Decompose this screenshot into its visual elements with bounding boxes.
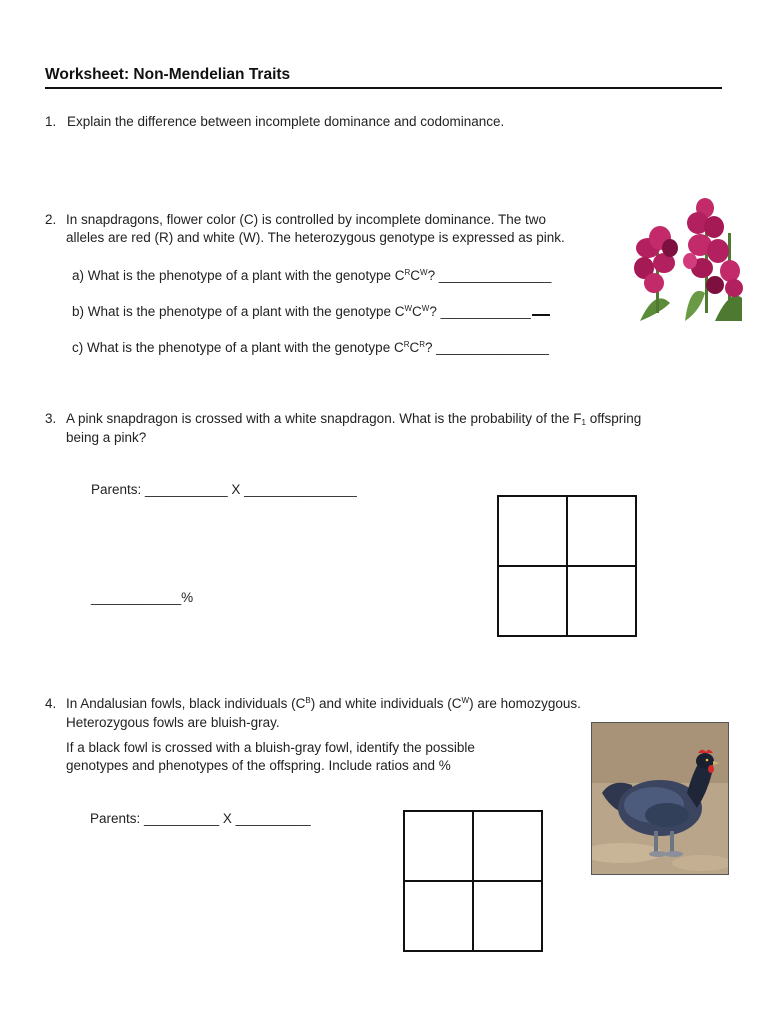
q2-line1: In snapdragons, flower color (C) is controlled by incomplete dominance. The two	[66, 212, 546, 227]
q3-f1-subscript: 1	[581, 418, 586, 427]
q3-percent-blank[interactable]: ____________%	[91, 590, 194, 605]
q4-line1-b: ) and white individuals (C	[310, 696, 462, 711]
worksheet-title: Worksheet: Non-Mendelian Traits	[45, 66, 291, 83]
q4-punnett-square	[403, 810, 543, 952]
q2c-prefix: c) What is the phenotype of a plant with the genotype C	[72, 340, 404, 355]
q2b-allele1: W	[404, 304, 413, 313]
q2c-answer-blank[interactable]: ? _______________	[425, 340, 549, 355]
q2a-question	[72, 267, 551, 285]
q2a-mid: C	[410, 268, 420, 283]
q2-number: 2.	[45, 212, 57, 227]
q3-number: 3.	[45, 411, 57, 426]
q1-number: 1.	[45, 114, 57, 129]
q2b-prefix: b) What is the phenotype of a plant with the genotype C	[72, 304, 405, 319]
q2a-answer-blank[interactable]: ? _______________	[427, 268, 552, 283]
q4-allele-b: B	[305, 696, 311, 705]
q2b-answer-blank[interactable]: ? ____________	[429, 304, 531, 319]
q2c-allele2: R	[419, 340, 426, 349]
q4-line1	[66, 695, 581, 713]
q2a-allele1: R	[404, 268, 411, 277]
q4-line1-a: In Andalusian fowls, black individuals (C	[66, 696, 306, 711]
q4-line3: If a black fowl is crossed with a bluish-gray fowl, identify the possible	[66, 740, 475, 755]
q2-line2: alleles are red (R) and white (W). The heterozygous genotype is expressed as pink.	[66, 230, 565, 245]
q2a-prefix: a) What is the phenotype of a plant with the genotype C	[72, 268, 405, 283]
q3-line1	[66, 410, 641, 428]
q4-line1-c: ) are homozygous.	[469, 696, 581, 711]
q2a-allele2: W	[420, 268, 428, 277]
title-underline	[45, 87, 722, 89]
q2b-blank-extension	[532, 314, 550, 316]
hen-photo	[591, 722, 729, 875]
q3-line2: being a pink?	[66, 430, 147, 445]
q3-line1-end: offspring	[586, 411, 642, 426]
q4-line2: Heterozygous fowls are bluish-gray.	[66, 715, 280, 730]
q2c-question	[72, 339, 549, 357]
q4-line4: genotypes and phenotypes of the offspring. Include ratios and %	[66, 758, 451, 773]
q2b-allele2: W	[421, 304, 430, 313]
snapdragon-flower-icon	[630, 193, 743, 321]
q1-text: Explain the difference between incomplete dominance and codominance.	[67, 114, 505, 129]
q3-punnett-square	[497, 495, 637, 637]
punnett-divider-horizontal	[499, 565, 635, 567]
snapdragon-photo	[630, 193, 743, 321]
q3-parents-blank[interactable]: Parents: ___________ X _______________	[91, 482, 357, 497]
q4-number: 4.	[45, 696, 57, 711]
q4-allele-w: W	[461, 696, 470, 705]
punnett-divider-horizontal	[405, 880, 541, 882]
q2b-question	[72, 303, 550, 321]
q3-line1-text: A pink snapdragon is crossed with a white snapdragon. What is the probability of the F	[66, 411, 582, 426]
q4-parents-blank[interactable]: Parents: __________ X __________	[90, 811, 311, 826]
andalusian-hen-icon	[592, 723, 728, 874]
q2c-mid: C	[409, 340, 420, 355]
q2b-mid: C	[412, 304, 422, 319]
q2c-allele1: R	[403, 340, 410, 349]
